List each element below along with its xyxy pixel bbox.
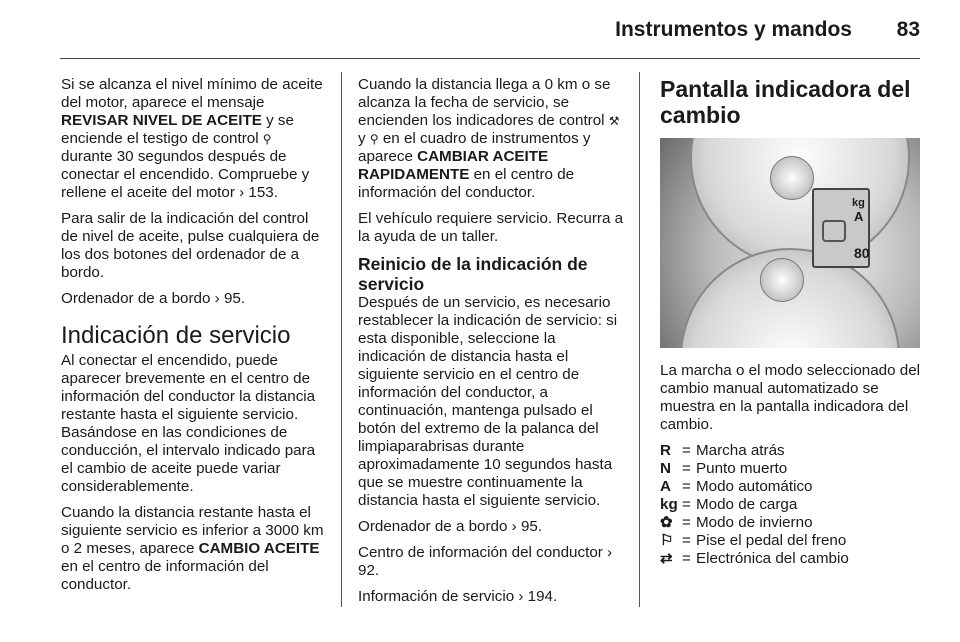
legend-text: Electrónica del cambio — [696, 550, 849, 567]
legend-row: A = Modo automático — [660, 478, 813, 495]
legend-text: Modo de carga — [696, 496, 798, 513]
legend-row: N = Punto muerto — [660, 460, 788, 477]
oil-change-message: CAMBIO ACEITE — [198, 540, 320, 557]
transmission-electronics-icon: ⇄ — [660, 550, 673, 567]
gear-display-heading: Pantalla indicadora del cambio — [660, 76, 911, 128]
legend-symbol: R — [660, 442, 671, 459]
page-ref-link[interactable]: › 194. — [518, 588, 558, 605]
zero-km-paragraph: Cuando la distancia llega a 0 km o se alcanza la fecha de servicio, se encienden los indicadores de control ⚒ y ⚲ en el cuadro de instrumentos y aparece CAMBIAR ACEITE RAPIDAMENTE en el centro de información del conductor. — [358, 76, 620, 201]
page-ref-link[interactable]: › 92. — [358, 544, 613, 579]
winter-mode-icon: ✿ — [660, 514, 673, 531]
gear-display-paragraph: La marcha o el modo seleccionado del cambio manual automatizado se muestra en la pantalla indicadora del cambio. — [660, 362, 921, 433]
reset-heading: Reinicio de la indicación de servicio — [358, 254, 588, 294]
page-header — [60, 18, 920, 58]
oil-warning-icon: ⚲ — [262, 132, 272, 146]
exit-oil-paragraph: Para salir de la indicación del control de nivel de aceite, pulse cualquiera de los dos botones del ordenador de a bordo. — [61, 210, 320, 281]
wrench-icon: ⚒ — [608, 114, 620, 128]
remaining-distance-paragraph: Cuando la distancia restante hasta el siguiente servicio es inferior a 3000 km o 2 meses, aparece CAMBIO ACEITE en el centro de información del conductor. — [61, 504, 324, 593]
legend-text: Punto muerto — [696, 460, 788, 477]
lcd-gear-box — [822, 220, 846, 242]
section-title: Instrumentos y mandos — [615, 18, 852, 41]
gauge-hub — [760, 258, 804, 302]
legend-text: Modo de invierno — [696, 514, 813, 531]
oil-warning-icon: ⚲ — [369, 132, 379, 146]
driver-info-ref: Centro de información del conductor › 92. — [358, 544, 613, 579]
instrument-cluster-photo — [660, 138, 920, 348]
service-info-ref: Información de servicio › 194. — [358, 588, 558, 605]
column-divider-1 — [341, 72, 342, 607]
gauge-hub — [770, 156, 814, 200]
page-number: 83 — [896, 18, 920, 41]
legend-row: ⇄ = Electrónica del cambio — [660, 550, 849, 567]
gear-lcd-display — [812, 188, 870, 268]
brake-pedal-icon: ⚐ — [660, 532, 674, 549]
legend-text: Marcha atrás — [696, 442, 785, 459]
page-ref-link[interactable]: › 95. — [511, 518, 543, 535]
change-oil-message: CAMBIAR ACEITE RAPIDAMENTE — [358, 148, 549, 183]
column-divider-2 — [639, 72, 640, 607]
legend-text: Modo automático — [696, 478, 813, 495]
onboard-computer-ref: Ordenador de a bordo › 95. — [358, 518, 543, 535]
legend-symbol: A — [660, 478, 671, 495]
page-ref-link[interactable]: › 153. — [239, 184, 278, 201]
oil-level-message: REVISAR NIVEL DE ACEITE — [61, 112, 262, 129]
workshop-paragraph: El vehículo requiere servicio. Recurra a la ayuda de un taller. — [358, 210, 624, 245]
legend-text: Pise el pedal del freno — [696, 532, 847, 549]
gear-legend — [660, 442, 922, 568]
column-2 — [358, 76, 624, 614]
reset-paragraph: Después de un servicio, es necesario restablecer la indicación de servicio: si esta disponible, seleccione la indicación de distancia hasta el siguiente servicio en el centro de información del conductor, a continuación, mantenga pulsado el botón del extremo de la palanca del limpiaparabrisas durante aproximadamente 10 segundos hasta que se muestre continuamente la distancia hasta el siguiente servicio. — [358, 294, 618, 509]
column-3 — [660, 76, 922, 568]
service-indication-heading: Indicación de servicio — [61, 322, 291, 349]
legend-row: ✿ = Modo de invierno — [660, 514, 813, 531]
legend-row: R = Marcha atrás — [660, 442, 785, 459]
legend-symbol: kg — [660, 496, 678, 513]
lcd-a-label: A — [854, 209, 864, 224]
lcd-gear-digit: 80 — [854, 245, 870, 261]
onboard-computer-ref: Ordenador de a bordo › 95. — [61, 290, 246, 307]
legend-row: ⚐ = Pise el pedal del freno — [660, 532, 847, 549]
service-paragraph: Al conectar el encendido, puede aparecer brevemente en el centro de información del conductor la distancia restante hasta el siguiente servicio. Basándose en las condiciones de conducción, el intervalo indicado para el cambio de aceite puede variar considerablemente. — [61, 352, 316, 495]
legend-row: kg = Modo de carga — [660, 496, 798, 513]
legend-symbol: N — [660, 460, 671, 477]
lcd-kg-label: kg — [852, 197, 865, 209]
column-1 — [61, 76, 327, 602]
page-ref-link[interactable]: › 95. — [214, 290, 246, 307]
oil-level-paragraph: Si se alcanza el nivel mínimo de aceite del motor, aparece el mensaje REVISAR NIVEL DE ACEITE y se enciende el testigo de control ⚲ durante 30 segundos después de conectar el encendido. Compruebe y rellene el aceite del motor › 153. — [61, 76, 323, 201]
header-divider — [60, 58, 920, 59]
